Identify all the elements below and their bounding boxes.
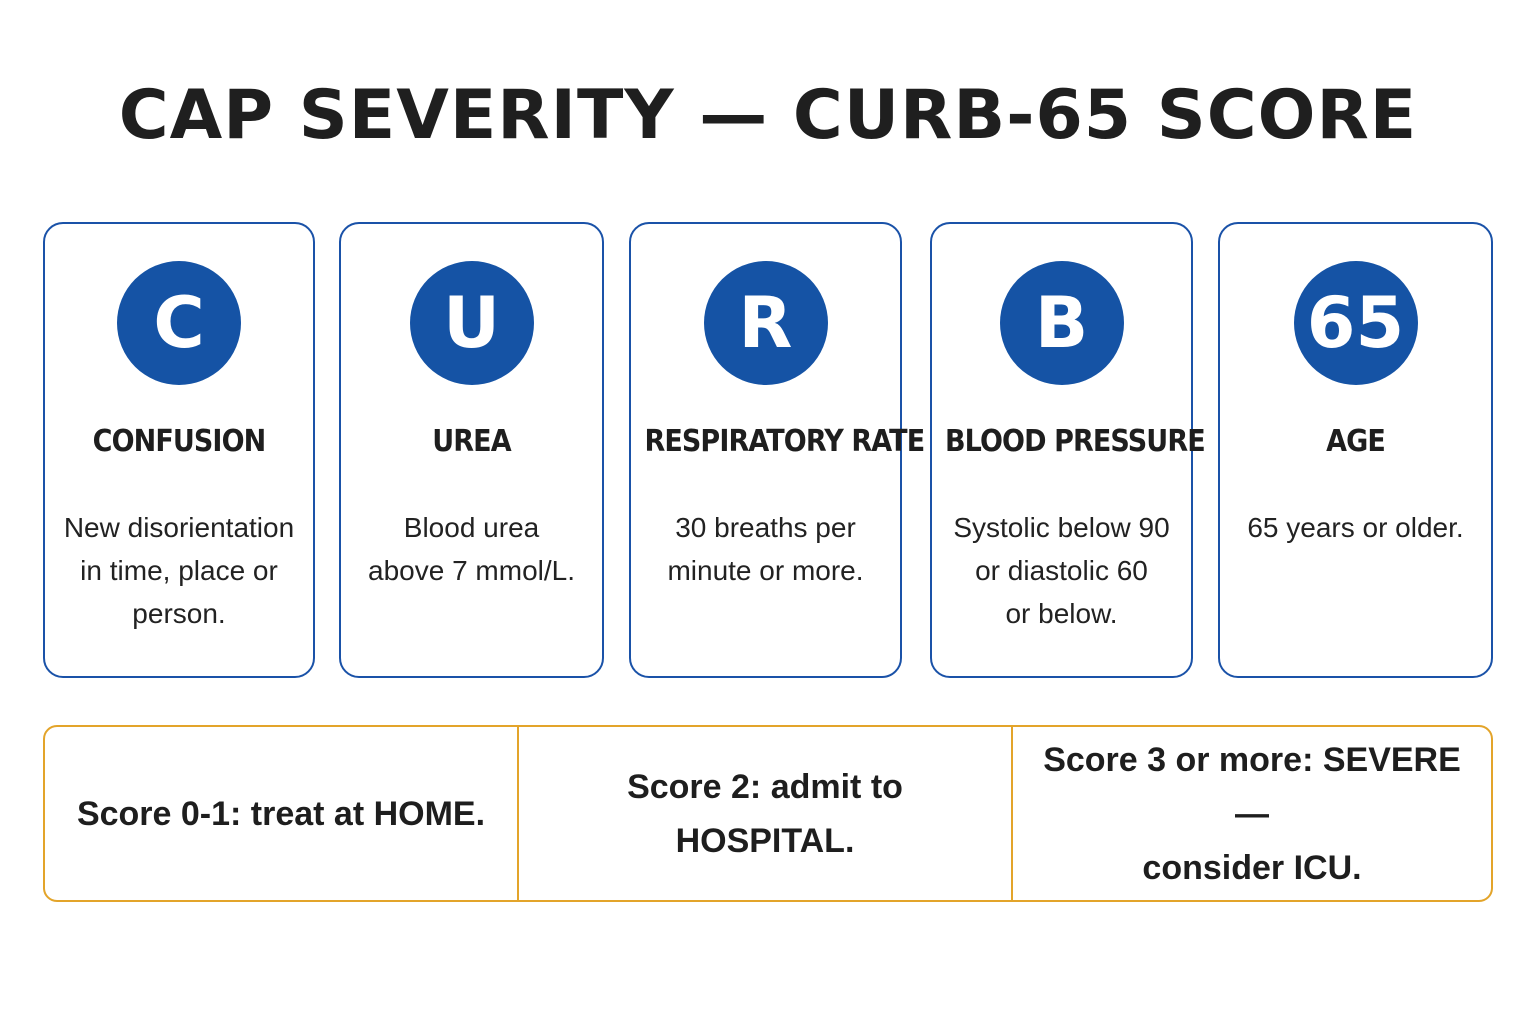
- letter-badge-c: C: [117, 261, 241, 385]
- letter-badge-65: 65: [1294, 261, 1418, 385]
- criterion-heading: CONFUSION: [92, 424, 266, 459]
- letter-badge-u: U: [410, 261, 534, 385]
- criterion-heading: UREA: [432, 424, 511, 459]
- criterion-heading: BLOOD PRESSURE: [944, 424, 1205, 459]
- score-cell-severe: Score 3 or more: SEVERE — consider ICU.: [1011, 727, 1491, 900]
- score-cell-hospital: Score 2: admit to HOSPITAL.: [517, 727, 1011, 900]
- criterion-description: 30 breaths per minute or more.: [667, 512, 864, 586]
- score-cell-home: Score 0-1: treat at HOME.: [76, 794, 486, 833]
- criterion-card-confusion: [43, 222, 315, 678]
- criterion-heading: AGE: [1326, 424, 1385, 459]
- criterion-card-respiratory-rate: [629, 222, 925, 678]
- page-title: CAP SEVERITY — CURB-65 SCORE: [118, 76, 1418, 155]
- criterion-heading: RESPIRATORY RATE: [644, 424, 925, 459]
- letter-badge-r: R: [704, 261, 828, 385]
- criterion-description: New disorientation in time, place or person.: [63, 512, 295, 629]
- criterion-description: Blood urea above 7 mmol/L.: [368, 512, 575, 586]
- criterion-description: Systolic below 90 or diastolic 60 or below.: [953, 512, 1170, 629]
- criterion-card-urea: [339, 222, 604, 678]
- criterion-card-blood-pressure: [930, 222, 1205, 678]
- criterion-card-age: [1218, 222, 1493, 678]
- criterion-description: 65 years or older.: [1247, 512, 1464, 543]
- score-interpretation-bar: [43, 725, 1493, 902]
- letter-badge-b: B: [1000, 261, 1124, 385]
